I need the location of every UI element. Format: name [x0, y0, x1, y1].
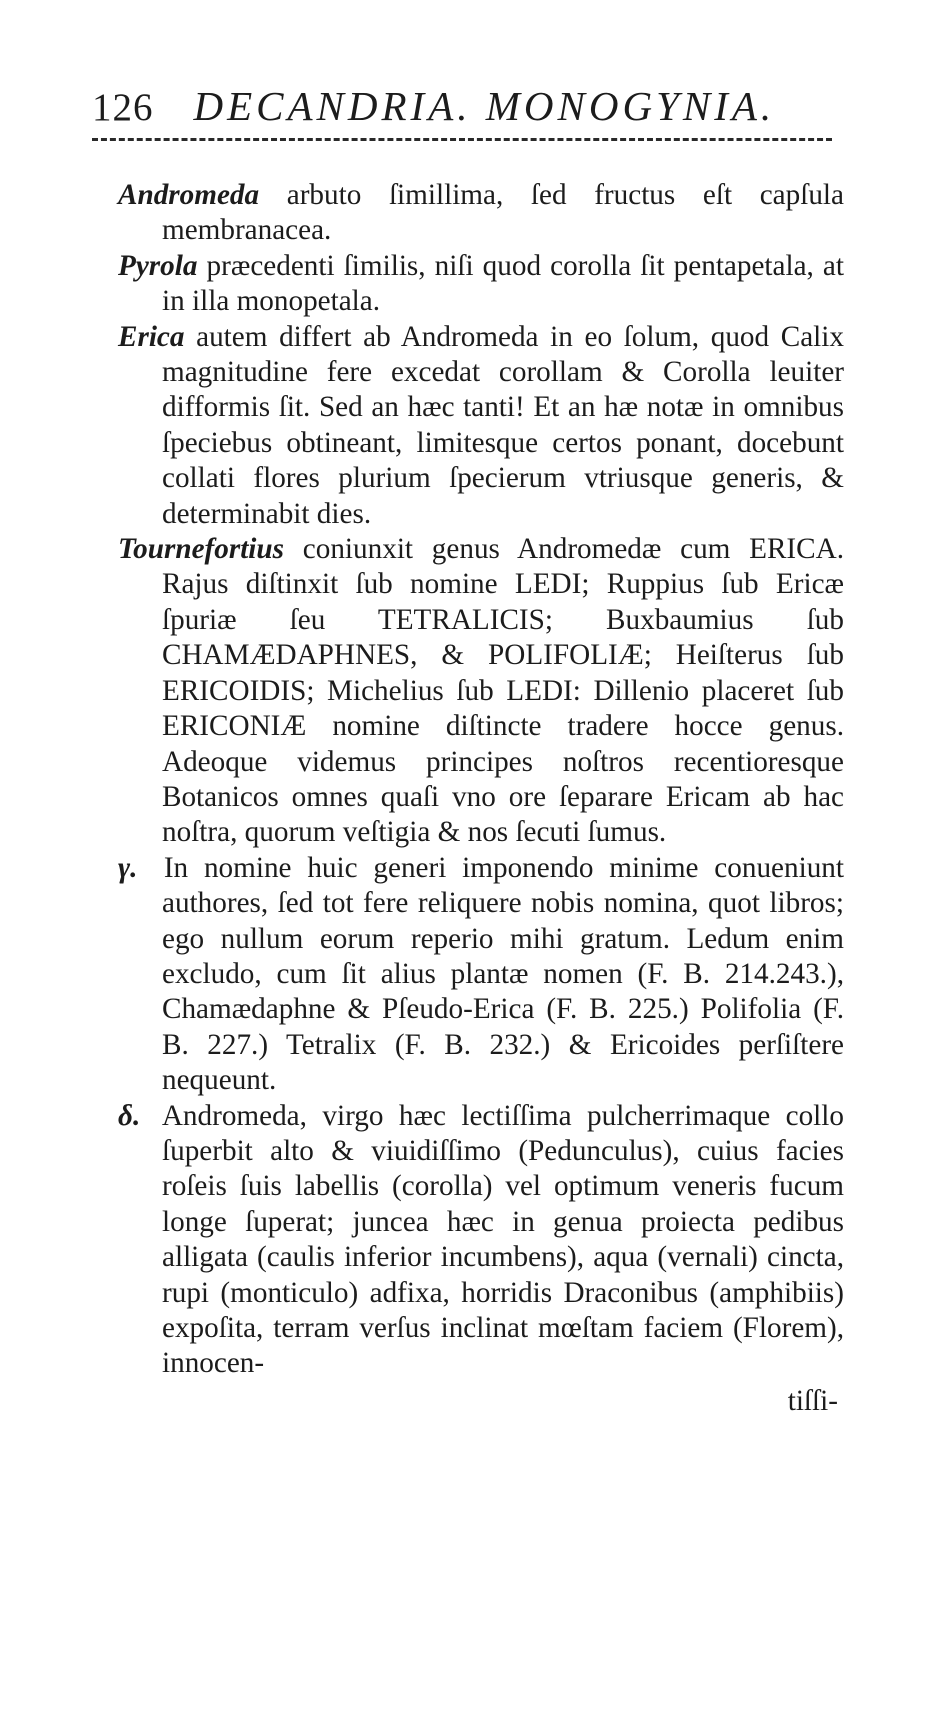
paragraph-andromeda [118, 178, 844, 249]
paragraph-lead: Erica [118, 320, 185, 353]
paragraph-text: Andromeda, virgo hæc lectiſſima pulcherrimaque collo ſuperbit alto & viuidiſſimo (Pedunculus), cuius facies roſeis ſuis labellis (corolla) vel optimum veneris fucum longe ſuperat; juncea hæc in genua proiecta pedibus alligata (caulis inferior incumbens), aqua (vernali) cincta, rupi (monticulo) adfixa, horridis Draconibus (amphibiis) expoſita, terram verſus inclinat mœſtam faciem (Florem), innocen- [148, 1099, 844, 1380]
paragraph-gamma [88, 851, 844, 1099]
paragraph-marker: δ. [118, 1099, 141, 1132]
body-text [118, 178, 844, 1419]
paragraph-text: autem differt ab Andromeda in eo ſolum, quod Calix magnitudine fere excedat corollam & Corolla leuiter difformis ſit. Sed an hæc tanti! Et an hæ notæ in omnibus ſpeciebus obtineant, limitesque certos ponant, docebunt collati flores plurium ſpecierum vtriusque generis, & determinabit dies. [162, 320, 844, 530]
paragraph-lead: Andromeda [118, 179, 260, 211]
paragraph-pyrola [118, 249, 844, 320]
paragraph-text: arbuto ſimillima, ſed fructus eſt capſula membranacea. [162, 179, 844, 247]
paragraph-lead: Pyrola [118, 249, 198, 282]
paragraph-lead: Tournefortius [118, 533, 285, 566]
paragraph-text: In nomine huic generi imponendo minime conueniunt authores, ſed tot fere reliquere nobis nomina, quot libros; ego nullum eorum reperio mihi gratum. Ledum enim excludo, cum ſit alius plantæ nomen (F. B. 214.243.), Chamædaphne & Pſeudo-Erica (F. B. 225.) Polifolia (F. B. 227.) Tetralix (F. B. 232.) & Ericoides perſiſtere nequeunt. [148, 851, 844, 1097]
catchword: tiſſi- [787, 1384, 838, 1417]
paragraph-text: coniunxit genus Andromedæ cum ERICA. Rajus diſtinxit ſub nomine LEDI; Ruppius ſub Ericæ ſpuriæ ſeu TETRALICIS; Buxbaumius ſub CHAMÆDAPHNES, & POLIFOLIÆ; Heiſterus ſub ERICOIDIS; Michelius ſub LEDI: Dillenio placeret ſub ERICONIÆ nomine diſtincte tradere hocce genus. Adeoque videmus principes noſtros recentioresque Botanicos omnes quaſi vno ore ſeparare Ericam ab hac noſtra, quorum veſtigia & nos ſecuti ſumus. [162, 533, 844, 849]
page-number: 126 [92, 86, 154, 129]
paragraph-delta [88, 1099, 844, 1420]
paragraph-marker: γ. [118, 851, 138, 884]
paragraph-tournefortius [118, 532, 844, 851]
paragraph-text: præcedenti ſimilis, niſi quod corolla ſit pentapetala, at in illa monopetala. [162, 249, 844, 318]
running-title: DECANDRIA. MONOGYNIA. [193, 83, 776, 129]
paragraph-erica [118, 320, 844, 532]
header-rule [92, 138, 832, 141]
running-head [92, 82, 832, 142]
